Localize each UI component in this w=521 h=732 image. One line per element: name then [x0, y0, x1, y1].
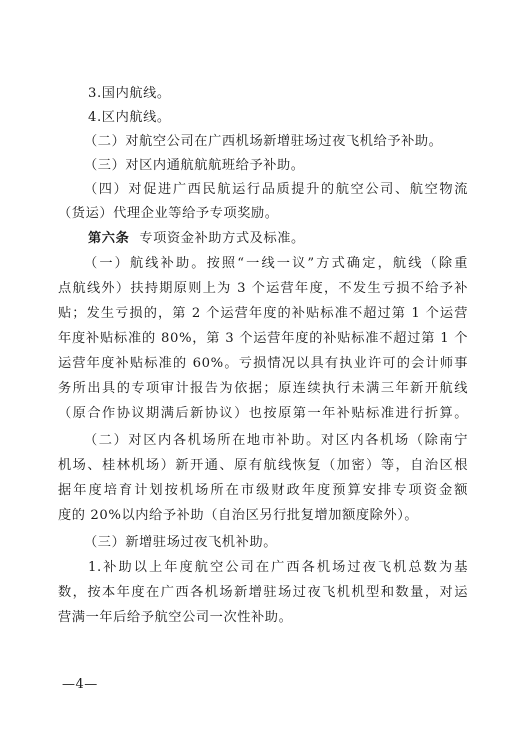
regional-general-aviation-item: （三）对区内通航航航班给予补助。: [84, 158, 305, 173]
city-subsidy-line-4: 度的 20%以内给予补助（自治区另行批复增加额度除外）。: [58, 508, 419, 523]
domestic-routes-item: 3.国内航线。: [88, 86, 171, 101]
route-subsidy-line-7: （原合作协议期满后新协议）也按原第一年补贴标准进行折算。: [58, 406, 468, 421]
route-subsidy-line-3: 贴；发生亏损的，第 2 个运营年度的补贴标准不超过第 1 个运营: [58, 306, 468, 321]
overnight-subsidy-line-1: 1.补助以上年度航空公司在广西各机场过夜飞机总数为基: [88, 560, 468, 575]
route-subsidy-line-4: 年度补贴标准的 80%，第 3 个运营年度的补贴标准不超过第 1 个: [58, 331, 468, 346]
regional-routes-item: 4.区内航线。: [88, 110, 171, 125]
article-number: 第六条: [88, 231, 130, 246]
route-subsidy-line-5: 运营年度补贴标准的 60%。亏损情况以具有执业许可的会计师事: [58, 356, 468, 371]
overnight-aircraft-subsidy-item: （二）对航空公司在广西机场新增驻场过夜飞机给予补助。: [84, 134, 443, 149]
city-subsidy-line-1: （二）对区内各机场所在地市补助。对区内各机场（除南宁: [84, 433, 468, 448]
route-subsidy-line-6: 务所出具的专项审计报告为依据；原连续执行未满三年新开航线: [58, 381, 468, 396]
article-six-heading: [88, 231, 305, 247]
city-subsidy-line-3: 据年度培育计划按机场所在市级财政年度预算安排专项资金额: [58, 483, 468, 498]
overnight-subsidy-heading: （三）新增驻场过夜飞机补助。: [84, 535, 278, 550]
overnight-subsidy-line-2: 数，按本年度在广西各机场新增驻场过夜飞机机型和数量，对运: [58, 585, 468, 600]
quality-reward-item-line-1: （四）对促进广西民航运行品质提升的航空公司、航空物流: [84, 182, 468, 197]
page-number: —4—: [62, 677, 98, 692]
route-subsidy-line-1: （一）航线补助。按照“一线一议”方式确定，航线（除重: [84, 256, 468, 271]
overnight-subsidy-line-3: 营满一年后给予航空公司一次性补助。: [58, 610, 293, 625]
article-title: 专项资金补助方式及标准。: [139, 231, 305, 246]
city-subsidy-line-2: 机场、桂林机场）新开通、原有航线恢复（加密）等，自治区根: [58, 458, 468, 473]
quality-reward-item-line-2: （货运）代理企业等给予专项奖励。: [58, 206, 279, 221]
route-subsidy-line-2: 点航线外）扶持期原则上为 3 个运营年度，不发生亏损不给予补: [58, 281, 468, 296]
